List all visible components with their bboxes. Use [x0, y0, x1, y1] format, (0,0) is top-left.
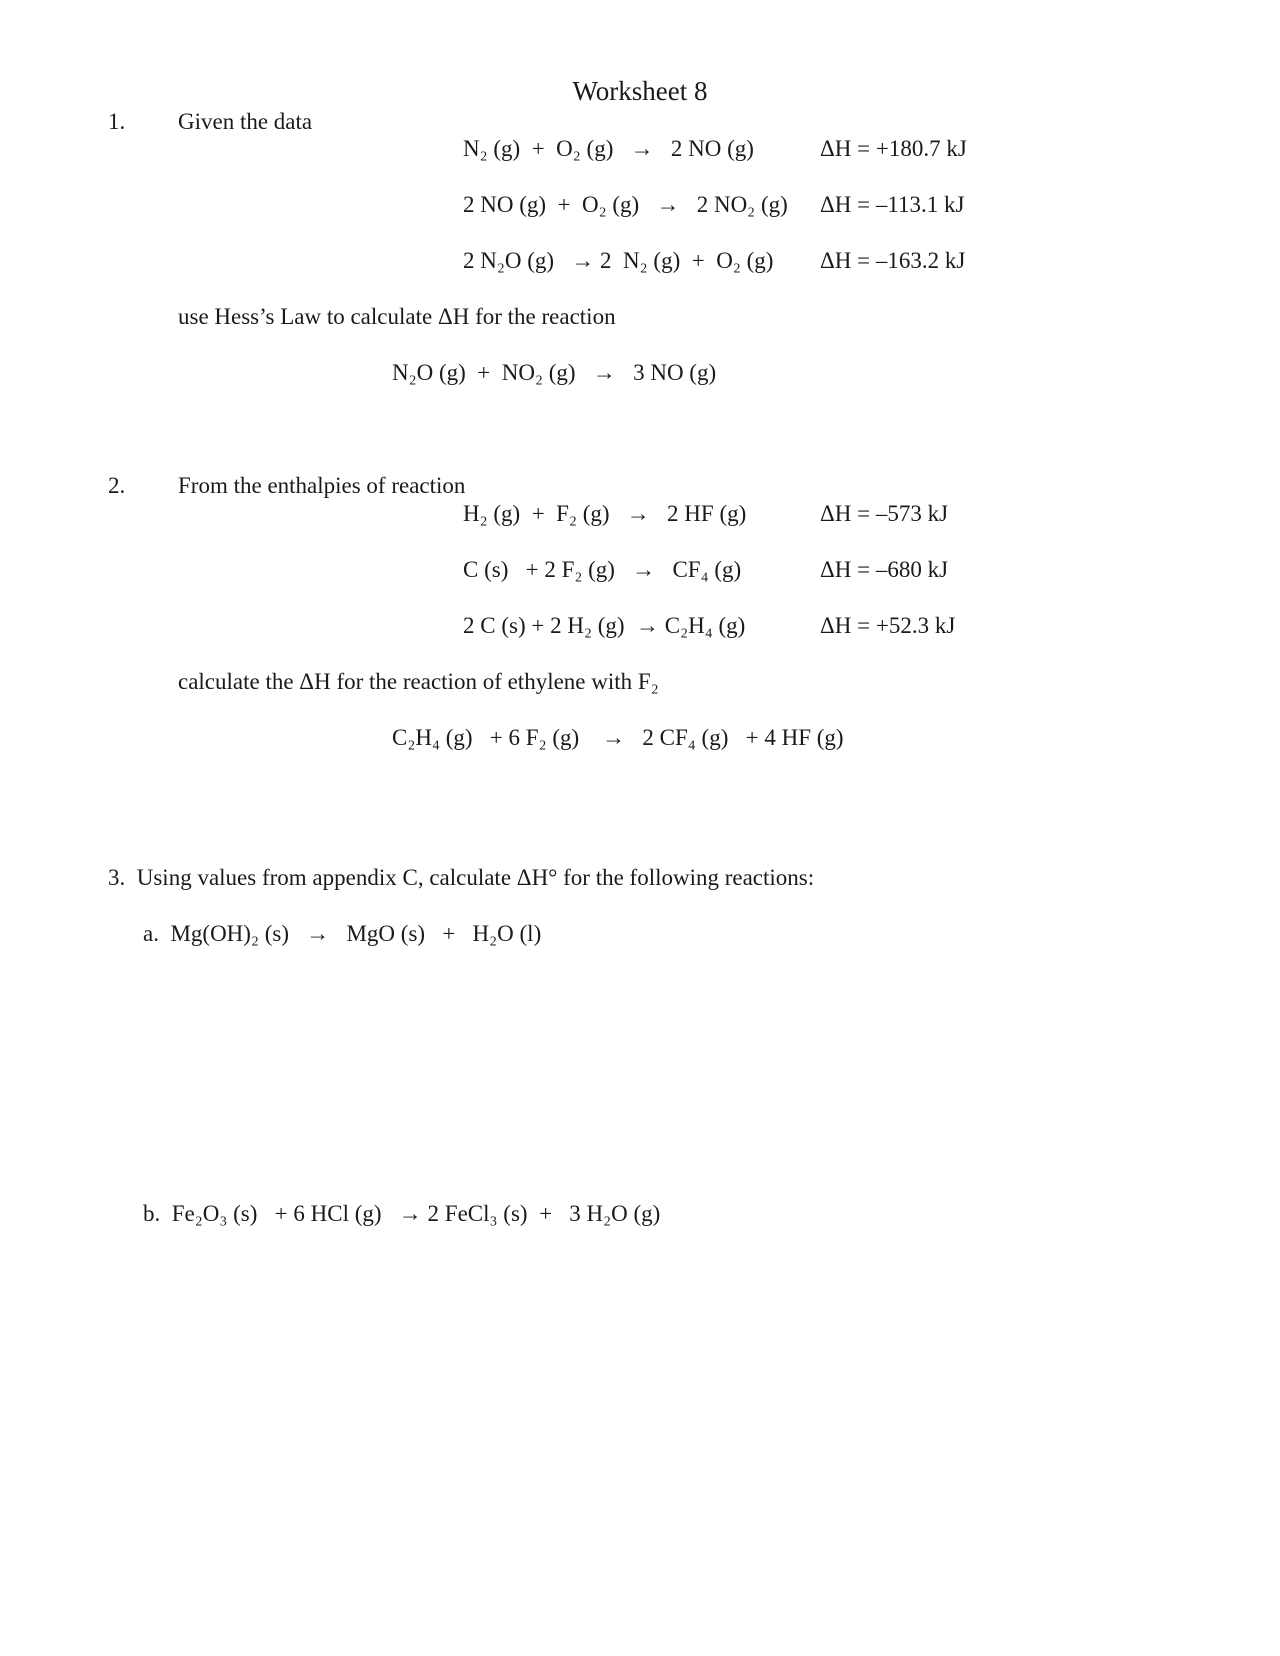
- problem-3-part-b: b. Fe₂O₃ (s) + 6 HCl (g) → 2 FeCl₃ (s) + 3 H₂O (g): [143, 1201, 661, 1226]
- problem-2-number: 2.: [108, 473, 126, 498]
- problem-2-enthalpy-1: ΔH = –573 kJ: [820, 501, 949, 526]
- problem-2-equation-1: H₂ (g) + F₂ (g) → 2 HF (g): [463, 501, 747, 526]
- problem-2-equation-2: C (s) + 2 F₂ (g) → CF₄ (g): [463, 557, 742, 582]
- problem-3-heading: 3. Using values from appendix C, calculate ΔH° for the following reactions:: [108, 865, 815, 890]
- problem-3-part-a: a. Mg(OH)₂ (s) → MgO (s) + H₂O (l): [143, 921, 542, 946]
- problem-2-enthalpy-2: ΔH = –680 kJ: [820, 557, 949, 582]
- problem-1-enthalpy-3: ΔH = –163.2 kJ: [820, 248, 966, 273]
- problem-1-equation-1: N₂ (g) + O₂ (g) → 2 NO (g): [463, 136, 754, 161]
- problem-1-target-reaction: N₂O (g) + NO₂ (g) → 3 NO (g): [392, 360, 717, 385]
- problem-1-equation-3: 2 N₂O (g) → 2 N₂ (g) + O₂ (g): [463, 248, 774, 273]
- problem-2-equation-3: 2 C (s) + 2 H₂ (g) → C₂H₄ (g): [463, 613, 746, 638]
- page-title: Worksheet 8: [572, 76, 708, 106]
- problem-2-intro: From the enthalpies of reaction: [178, 473, 466, 498]
- problem-1-equation-2: 2 NO (g) + O₂ (g) → 2 NO₂ (g): [463, 192, 788, 217]
- problem-1-intro: Given the data: [178, 109, 313, 134]
- problem-2-target-reaction: C₂H₄ (g) + 6 F₂ (g) → 2 CF₄ (g) + 4 HF (g): [392, 725, 844, 750]
- problem-1-instruction: use Hess’s Law to calculate ΔH for the reaction: [178, 304, 616, 329]
- problem-2-instruction: calculate the ΔH for the reaction of ethylene with F₂: [178, 669, 659, 694]
- problem-2-enthalpy-3: ΔH = +52.3 kJ: [820, 613, 956, 638]
- problem-1-number: 1.: [108, 109, 126, 134]
- problem-1-enthalpy-1: ΔH = +180.7 kJ: [820, 136, 967, 161]
- problem-1-enthalpy-2: ΔH = –113.1 kJ: [820, 192, 965, 217]
